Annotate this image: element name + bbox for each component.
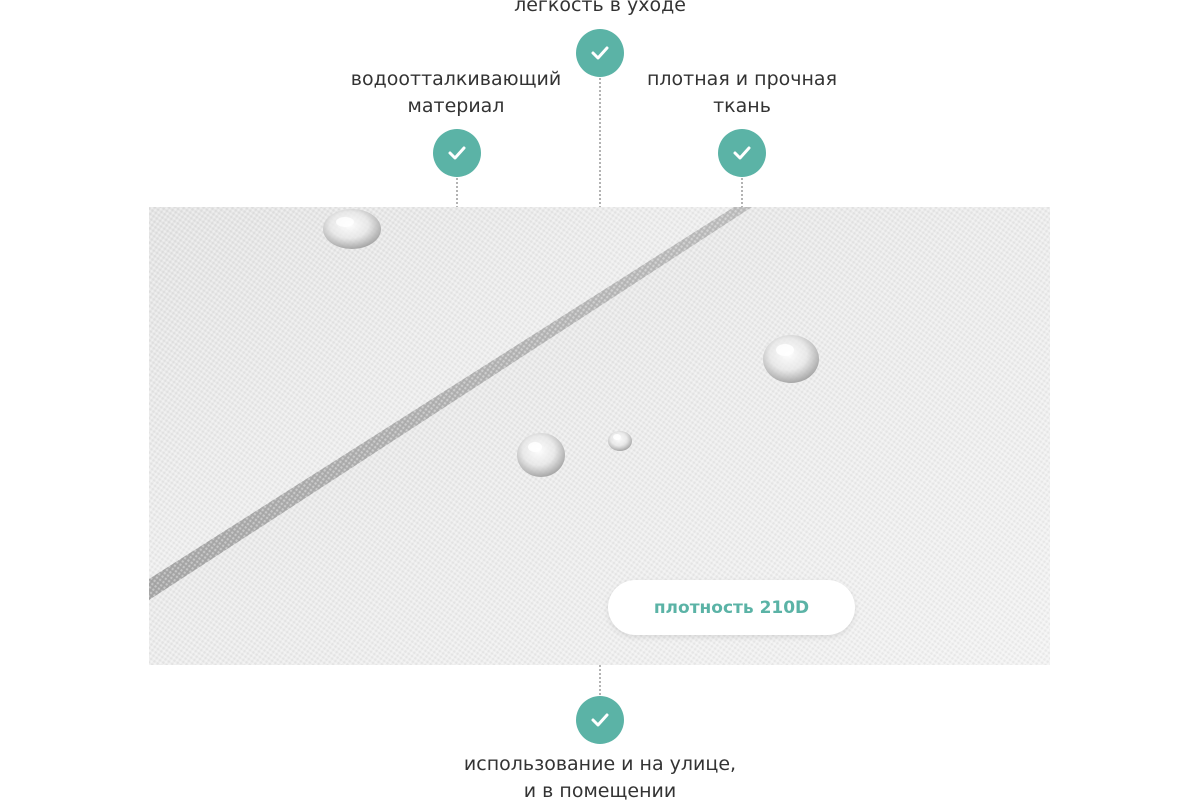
fabric-photo: [149, 207, 1050, 665]
connector-dense-fabric: [741, 178, 743, 208]
check-badge-easy-care: [576, 29, 624, 77]
check-icon: [447, 145, 467, 161]
water-droplet: [323, 209, 381, 249]
check-badge-water-repellent: [433, 129, 481, 177]
connector-easy-care: [599, 78, 601, 208]
connector-indoor-outdoor: [599, 665, 601, 695]
check-badge-indoor-outdoor: [576, 696, 624, 744]
connector-water-repellent: [456, 178, 458, 208]
check-icon: [590, 45, 610, 61]
water-droplet: [763, 335, 819, 383]
density-pill: [608, 580, 855, 635]
check-icon: [732, 145, 752, 161]
density-label: плотность 210D: [653, 597, 810, 618]
feature-label-water-repellent: водоотталкивающий материал: [350, 68, 562, 117]
water-droplet: [608, 431, 632, 451]
feature-label-easy-care: легкость в уходе: [514, 0, 686, 16]
water-droplet: [517, 433, 565, 477]
check-badge-dense-fabric: [718, 129, 766, 177]
check-icon: [590, 712, 610, 728]
feature-label-indoor-outdoor: использование и на улице, и в помещении: [463, 753, 737, 800]
feature-label-dense-fabric: плотная и прочная ткань: [646, 68, 838, 117]
